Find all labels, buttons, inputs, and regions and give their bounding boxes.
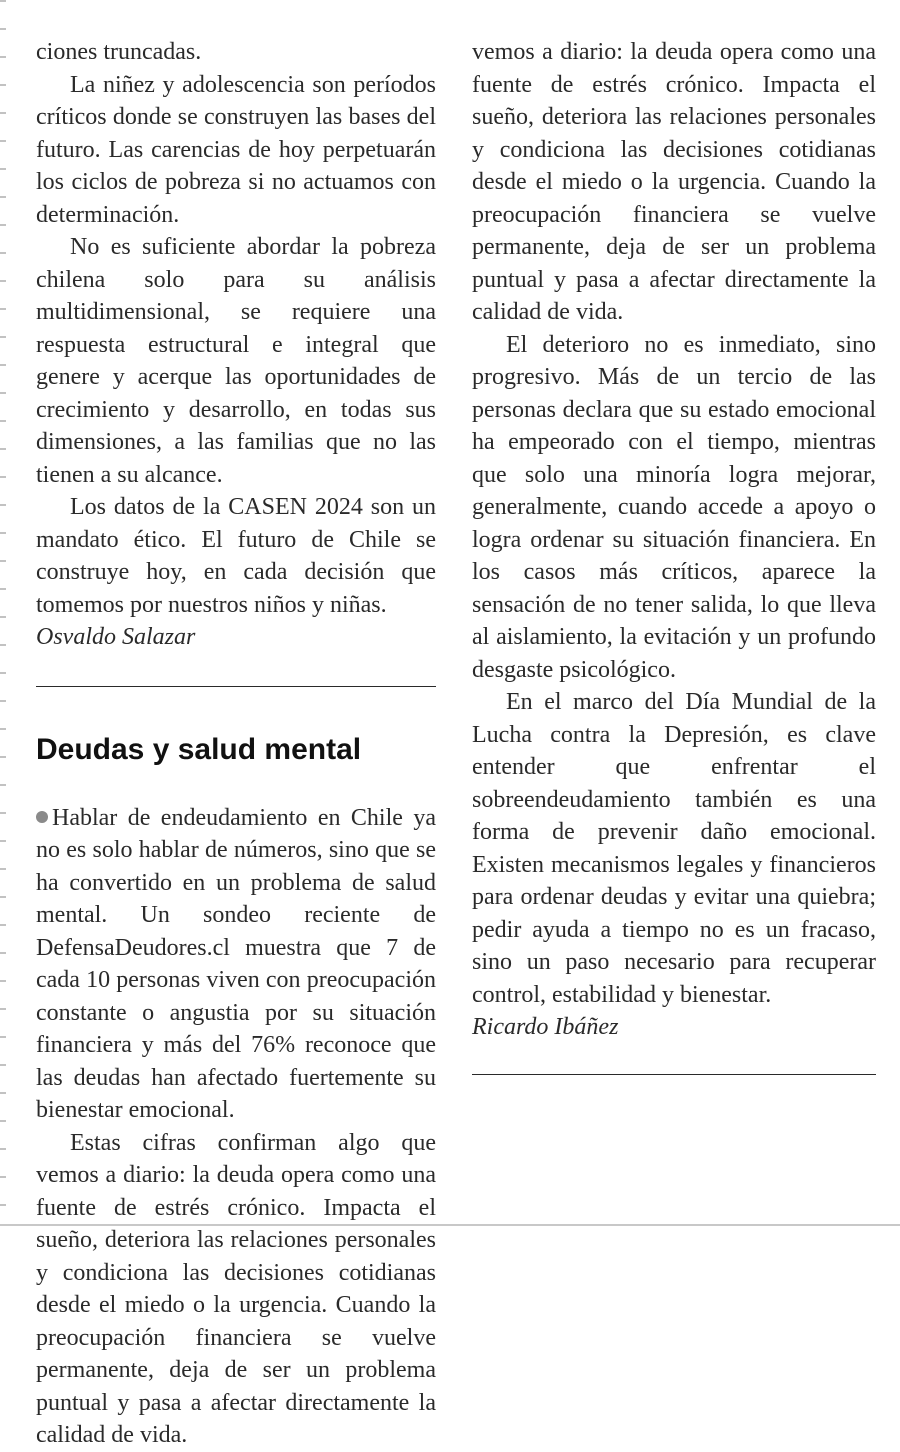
page-edge-marks	[0, 0, 6, 1210]
author-signature-osvaldo: Osvaldo Salazar	[36, 624, 196, 650]
page-bottom-border	[0, 1224, 900, 1226]
paragraph: No es suficiente abordar la pobreza chilena solo para su análisis multidimensional, se requiere una respuesta estructural e integral que genere y acerque las oportunidades de crecimiento y desarrollo, en todas sus dimensiones, a las familias que no las tienen a su alcance.	[36, 234, 436, 488]
paragraph-continuation	[472, 36, 876, 329]
paragraph: En el marco del Día Mundial de la Lucha contra la Depresión, es clave entender que enfrentar el sobreendeudamiento también es una forma de prevenir daño emocional. Existen mecanismos legales y financieros para ordenar deudas y evitar una quiebra; pedir ayuda a tiempo no es un fracaso, sino un paso necesario para recuperar control, estabilidad y bienestar.	[472, 689, 876, 1008]
section-divider	[36, 686, 436, 687]
section-divider	[472, 1074, 876, 1075]
paragraph-text: Estas cifras confirman algo que vemos a diario: la deuda opera como una fuente de estrés crónico. Impacta el sueño, deteriora las relaciones personales y condiciona las decisiones cotidianas desde el miedo o la urgencia. Cuando la preocupación financiera se vuelve permanente, deja de ser un problema puntual y pasa a afectar directamente la calidad de vida.	[36, 1129, 436, 1448]
paragraph: El deterioro no es inmediato, sino progresivo. Más de un tercio de las personas declara que su estado emocional ha empeorado con el tiempo, mientras que solo una minoría logra mejorar, generalmente, cuando accede a apoyo o logra ordenar su situación financiera. En los casos más críticos, aparece la sensación de no tener salida, lo que lleva al aislamiento, la evitación y un profundo desgaste psicológico.	[472, 331, 876, 683]
paragraph-continuation: ciones truncadas.	[36, 39, 202, 65]
paragraph: La niñez y adolescencia son períodos críticos donde se construyen las bases del futuro. Las carencias de hoy perpetuarán los ciclos de pobreza si no actuamos con determinación.	[36, 71, 436, 228]
author-signature-ricardo: Ricardo Ibáñez	[472, 1014, 619, 1040]
left-column	[36, 36, 436, 1448]
paragraph	[36, 1127, 436, 1448]
right-column	[472, 36, 876, 1075]
article-lead-paragraph	[36, 802, 436, 1127]
paragraph-text: vemos a diario: la deuda opera como una fuente de estrés crónico. Impacta el sueño, deteriora las relaciones personales y condiciona las decisiones cotidianas desde el miedo o la urgencia. Cuando la preocupación financiera se vuelve permanente, deja de ser un problema puntual y pasa a afectar directamente la calidad de vida.	[472, 39, 876, 325]
article-heading: Deudas y salud mental	[36, 732, 362, 766]
bullet-dot-icon	[36, 811, 48, 823]
article-lead-text: Hablar de endeudamiento en Chile ya no es solo hablar de números, sino que se ha convertido en un problema de salud mental. Un sondeo reciente de DefensaDeudores.cl muestra que 7 de cada 10 personas viven con preocupación constante o angustia por su situación financiera y más del 76% reconoce que las deudas han afectado fuertemente su bienestar emocional.	[36, 804, 436, 1123]
paragraph: Los datos de la CASEN 2024 son un mandato ético. El futuro de Chile se construye hoy, en cada decisión que tomemos por nuestros niños y niñas.	[36, 494, 436, 618]
